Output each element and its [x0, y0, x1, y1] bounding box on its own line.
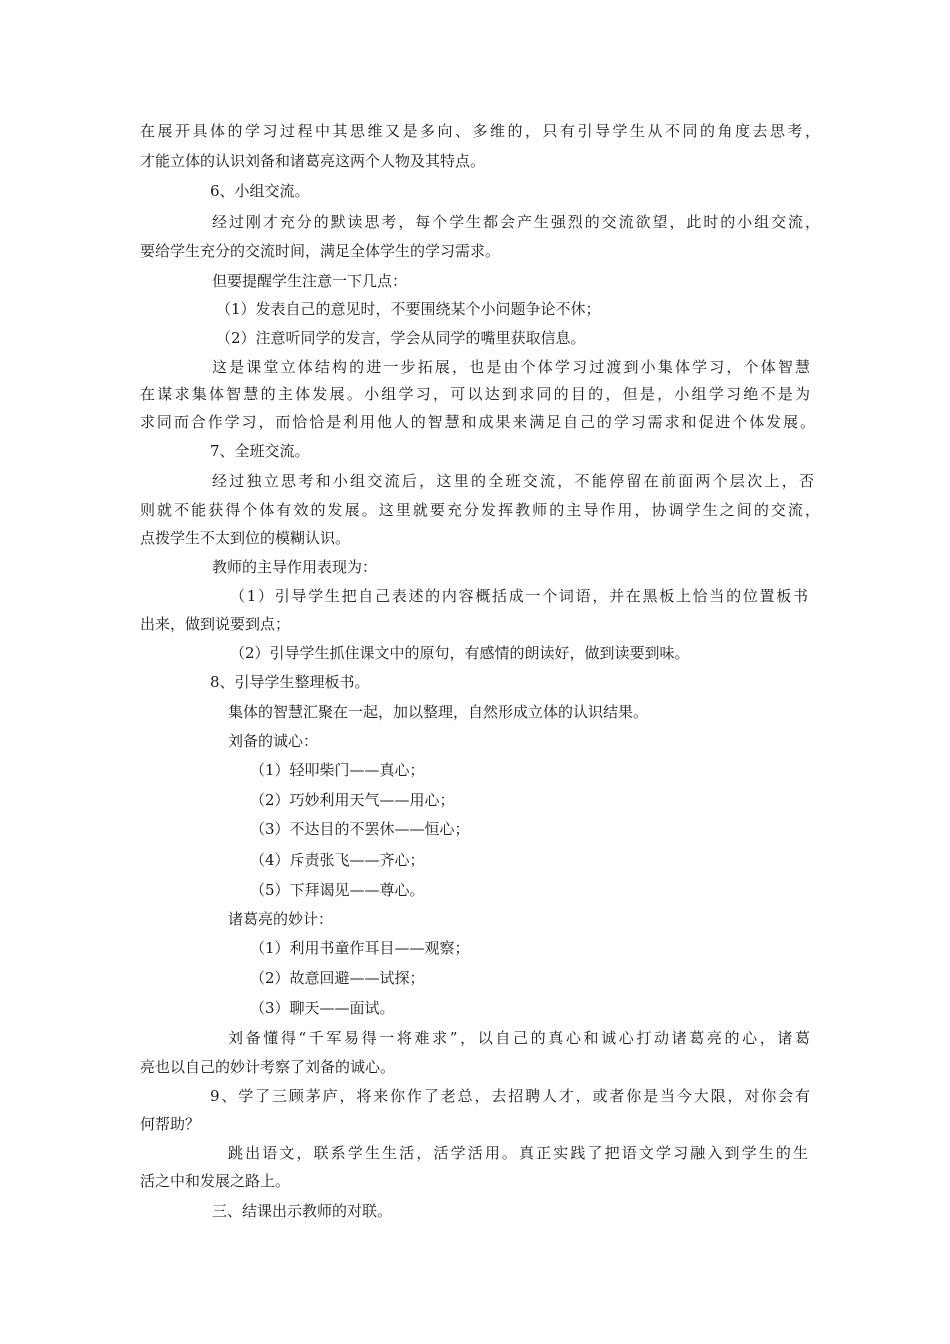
section-heading: 6、小组交流。: [210, 182, 310, 200]
list-item: （1）利用书童作耳目——观察；: [250, 939, 470, 957]
list-item: （1）发表自己的意见时，不要围绕某个小问题争论不休；: [216, 300, 601, 318]
paragraph-line: 教师的主导作用表现为：: [212, 558, 378, 576]
subheading: 诸葛亮的妙计：: [228, 910, 334, 928]
paragraph-line: 集体的智慧汇聚在一起，加以整理，自然形成立体的认识结果。: [228, 703, 649, 721]
list-item: （2）巧妙利用天气——用心；: [250, 791, 455, 809]
paragraph-line: 经过独立思考和小组交流后，这里的全班交流，不能停留在前面两个层次上，否: [212, 472, 814, 490]
paragraph-line: 活之中和发展之路上。: [140, 1172, 291, 1190]
section-heading-continuation: 何帮助？: [140, 1115, 201, 1133]
section-heading: 8、引导学生整理板书。: [210, 673, 370, 691]
paragraph-line: 则就不能获得个体有效的发展。这里就要充分发挥教师的主导作用，协调学生之间的交流，: [140, 501, 820, 519]
paragraph-line: 这是课堂立体结构的进一步拓展，也是由个体学习过渡到小集体学习，个体智慧: [212, 358, 810, 376]
list-item: （4）斥责张飞——齐心；: [250, 851, 425, 869]
paragraph-line: 才能立体的认识刘备和诸葛亮这两个人物及其特点。: [140, 152, 486, 170]
paragraph-line: 在谋求集体智慧的主体发展。小组学习，可以达到求同的目的，但是，小组学习绝不是为: [140, 385, 810, 403]
paragraph-line: 在展开具体的学习过程中其思维又是多向、多维的，只有引导学生从不同的角度去思考，: [140, 122, 820, 140]
list-item: （1）引导学生把自己表述的内容概括成一个词语，并在黑板上恰当的位置板书: [230, 587, 808, 605]
paragraph-line: 但要提醒学生注意一下几点：: [212, 272, 408, 290]
subheading: 刘备的诚心：: [228, 732, 319, 750]
list-item: （2）注意听同学的发言，学会从同学的嘴里获取信息。: [216, 329, 586, 347]
list-item: （2）故意回避——试探；: [250, 969, 425, 987]
paragraph-line: 点拨学生不太到位的模糊认识。: [140, 529, 351, 547]
paragraph-line: 跳出语文，联系学生生活，活学活用。真正实践了把语文学习融入到学生的生: [228, 1144, 808, 1162]
list-item: （1）轻叩柴门——真心；: [250, 761, 425, 779]
paragraph-line: 亮也以自己的妙计考察了刘备的诚心。: [140, 1058, 396, 1076]
section-heading: 9、学了三顾茅庐，将来你作了老总，去招聘人才，或者你是当今大限，对你会有: [210, 1087, 810, 1105]
section-heading: 三、结课出示教师的对联。: [212, 1202, 393, 1220]
list-item: （2）引导学生抓住课文中的原句，有感情的朗读好，做到读要到味。: [230, 644, 690, 662]
list-item: （3）不达目的不罢休——恒心；: [250, 820, 470, 838]
paragraph-line: 要给学生充分的交流时间，满足全体学生的学习需求。: [140, 242, 501, 260]
paragraph-line: 求同而合作学习，而恰恰是利用他人的智慧和成果来满足自己的学习需求和促进个体发展。: [140, 413, 815, 431]
list-item: 出来，做到说要到点；: [140, 615, 291, 633]
section-heading: 7、全班交流。: [210, 442, 310, 460]
paragraph-line: 经过刚才充分的默读思考，每个学生都会产生强烈的交流欲望，此时的小组交流，: [212, 213, 820, 231]
paragraph-line: 刘备懂得“千军易得一将难求”，以自己的真心和诚心打动诸葛亮的心，诸葛: [228, 1029, 810, 1047]
list-item: （3）聊天——面试。: [250, 999, 395, 1017]
list-item: （5）下拜谒见——尊心。: [250, 881, 425, 899]
